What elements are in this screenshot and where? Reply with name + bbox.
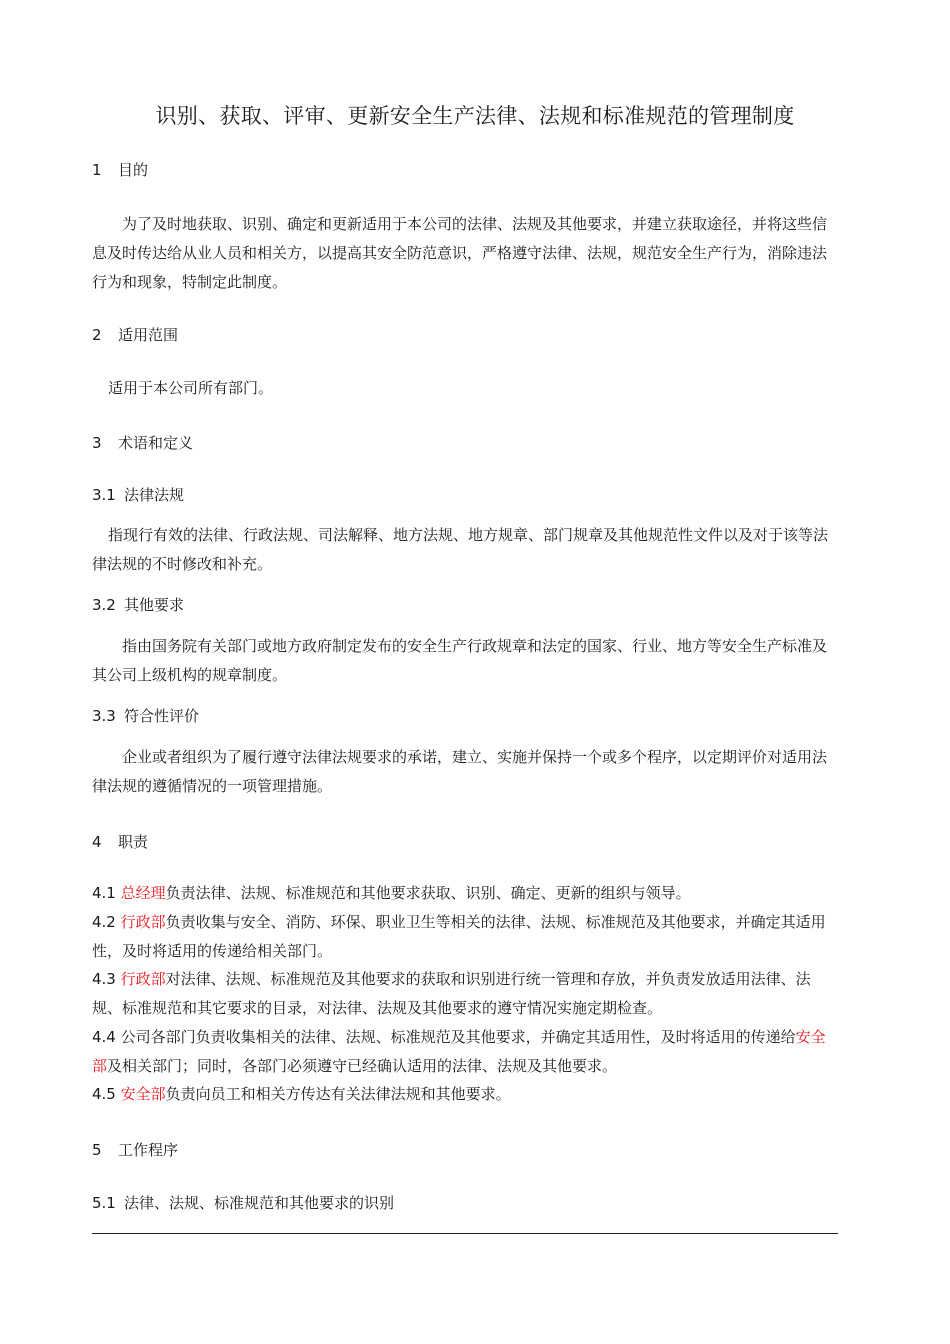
item-number: 4.1: [92, 884, 116, 902]
item-text: 对法律、法规、标准规范及其他要求的获取和识别进行统一管理和存放，并负责发放适用法律、法规、标准规范和其它要求的目录，对法律、法规及其他要求的遵守情况实施定期检查。: [92, 970, 811, 1017]
section-3-3-heading: [92, 702, 838, 731]
section-title: 职责: [118, 833, 149, 851]
section-3-2-body: 指由国务院有关部门或地方政府制定发布的安全生产行政规章和法定的国家、行业、地方等安全生产标准及其公司上级机构的规章制度。: [92, 637, 828, 684]
section-4-heading: [92, 828, 838, 857]
section-title: 工作程序: [118, 1141, 179, 1159]
section-2-body: 适用于本公司所有部门。: [108, 379, 274, 397]
item-number: 4.3: [92, 970, 116, 988]
section-number: 3.2: [92, 596, 116, 614]
section-title: 法律、法规、标准规范和其他要求的识别: [124, 1194, 395, 1212]
duty-item-4-5: [92, 1080, 838, 1109]
highlighted-role: 安全部: [120, 1085, 166, 1103]
item-number: 4.4: [92, 1028, 116, 1046]
highlighted-role: 安全部: [92, 1028, 826, 1075]
duty-item-4-4: [92, 1023, 838, 1081]
item-text-pre: 公司各部门负责收集相关的法律、法规、标准规范及其他要求，并确定其适用性，及时将适用的传递给: [120, 1028, 796, 1046]
section-1-heading: [92, 156, 838, 185]
section-5-heading: [92, 1136, 838, 1165]
section-number: 3: [92, 434, 102, 452]
section-number: 3.1: [92, 486, 116, 504]
section-title: 目的: [118, 161, 149, 179]
highlighted-role: 行政部: [120, 970, 166, 988]
section-title: 术语和定义: [118, 434, 194, 452]
item-text: 及相关部门；同时，各部门必须遵守已经确认适用的法律、法规及其他要求。: [107, 1057, 618, 1075]
highlighted-role: 总经理: [120, 884, 166, 902]
section-number: 4: [92, 833, 102, 851]
section-title: 其他要求: [124, 596, 185, 614]
section-1-body: 为了及时地获取、识别、确定和更新适用于本公司的法律、法规及其他要求，并建立获取途径，并将这些信息及时传达给从业人员和相关方，以提高其安全防范意识，严格遵守法律、法规，规范安全生产行为，消除违法行为和现象，特制定此制度。: [92, 215, 828, 291]
section-title: 法律法规: [124, 486, 185, 504]
section-3-1-body: 指现行有效的法律、行政法规、司法解释、地方法规、地方规章、部门规章及其他规范性文件以及对于该等法律法规的不时修改和补充。: [92, 526, 829, 573]
item-number: 4.5: [92, 1085, 116, 1103]
item-text: 负责法律、法规、标准规范和其他要求获取、识别、确定、更新的组织与领导。: [165, 884, 691, 902]
section-number: 2: [92, 326, 102, 344]
section-3-3-body: 企业或者组织为了履行遵守法律法规要求的承诺，建立、实施并保持一个或多个程序，以定期评价对适用法律法规的遵循情况的一项管理措施。: [92, 748, 828, 795]
section-title: 适用范围: [118, 326, 179, 344]
item-text: 负责向员工和相关方传达有关法律法规和其他要求。: [165, 1085, 511, 1103]
section-3-1-heading: [92, 481, 838, 510]
duty-item-4-3: [92, 965, 838, 1023]
duty-item-4-1: [92, 879, 838, 908]
section-3-2-heading: [92, 591, 838, 620]
section-number: 5.1: [92, 1194, 116, 1212]
item-text: 负责收集与安全、消防、环保、职业卫生等相关的法律、法规、标准规范及其他要求，并确定其适用性，及时将适用的传递给相关部门。: [92, 913, 826, 960]
section-5-1-heading: [92, 1189, 838, 1218]
section-2-heading: [92, 321, 838, 350]
section-3-heading: [92, 429, 838, 458]
section-number: 1: [92, 161, 102, 179]
document-title: 识别、获取、评审、更新安全生产法律、法规和标准规范的管理制度: [155, 104, 795, 128]
section-number: 5: [92, 1141, 102, 1159]
section-number: 3.3: [92, 707, 116, 725]
item-number: 4.2: [92, 913, 116, 931]
duty-item-4-2: [92, 908, 838, 966]
highlighted-role: 行政部: [120, 913, 166, 931]
section-title: 符合性评价: [124, 707, 200, 725]
footer-divider: [92, 1233, 838, 1234]
